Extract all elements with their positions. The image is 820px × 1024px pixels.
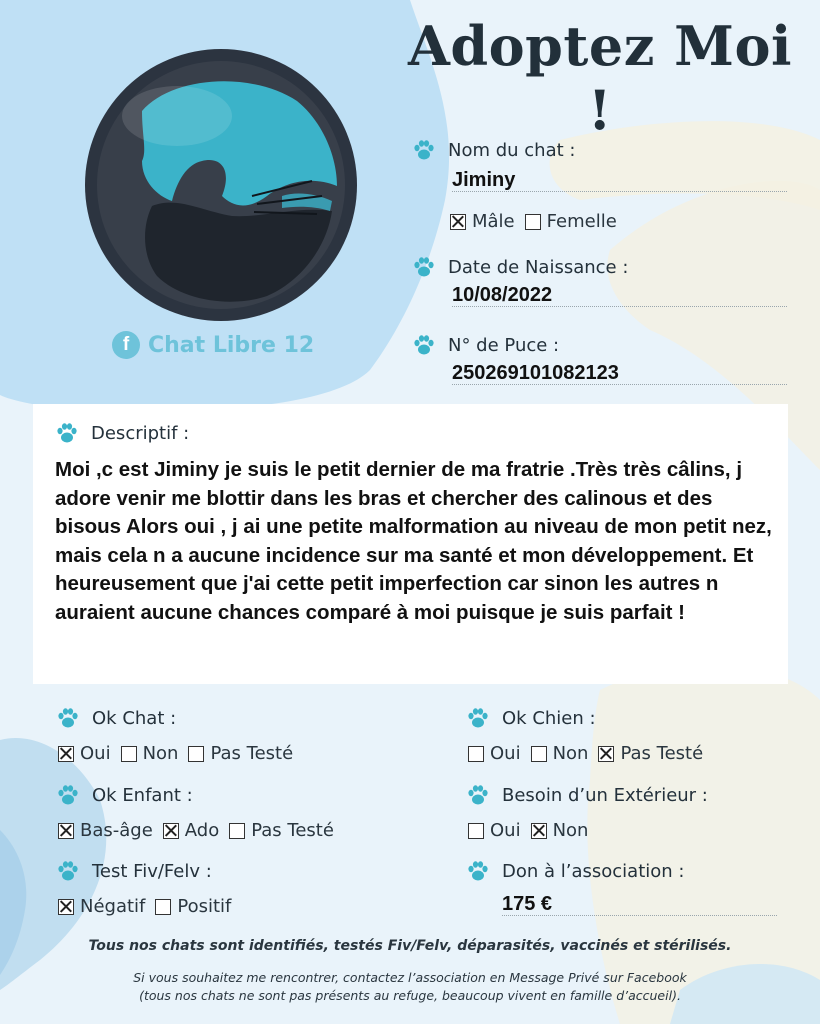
cat-logo: [82, 46, 360, 324]
cat-name-value[interactable]: Jiminy: [452, 169, 787, 192]
ok-chat-oui[interactable]: [58, 743, 111, 764]
ok-enfant-pas-teste[interactable]: [229, 820, 334, 841]
checkbox[interactable]: [531, 823, 547, 839]
ok-chat-options: [58, 743, 303, 764]
checkbox[interactable]: [58, 746, 74, 762]
paw-icon: [466, 706, 490, 730]
ok-enfant-bas-age[interactable]: [58, 820, 153, 841]
ok-chien-label: Ok Chien :: [502, 707, 596, 729]
chip-field: [412, 333, 559, 357]
paw-icon: [56, 859, 80, 883]
cat-name-label: Nom du chat :: [448, 139, 576, 161]
checkbox[interactable]: [58, 899, 74, 915]
option-label: Femelle: [546, 211, 617, 232]
brand-name: Chat Libre 12: [148, 332, 315, 358]
description-header: [55, 421, 189, 445]
test-fiv-positif[interactable]: [155, 896, 231, 917]
ok-enfant-label: Ok Enfant :: [92, 784, 193, 806]
paw-icon: [412, 138, 436, 162]
checkbox[interactable]: [598, 746, 614, 762]
ok-chien-oui[interactable]: [468, 743, 521, 764]
option-label: Bas-âge: [80, 820, 153, 841]
besoin-exterieur-label: Besoin d’un Extérieur :: [502, 784, 708, 806]
footer-note: Tous nos chats sont identifiés, testés Fiv/Felv, déparasités, vaccinés et stérilisés.: [88, 938, 732, 954]
paw-icon: [56, 783, 80, 807]
option-label: Oui: [490, 743, 521, 764]
checkbox[interactable]: [468, 823, 484, 839]
facebook-icon: f: [112, 331, 140, 359]
description-text: Moi ,c est Jiminy je suis le petit dernier de ma fratrie .Très très câlins, j adore venir me blottir dans les bras et chercher des calinous et des bisous Alors oui , j ai une petite malformation au niveau de mon petit nez, mais cela n a aucune incidence sur ma santé et mon développement. Et heureusement que j'ai cette petit imperfection car sinon les autres n auraient aucune chances comparé à moi puisque je suis parfait !: [55, 458, 772, 624]
page-title: Adoptez Moi !: [407, 14, 792, 142]
paw-icon: [412, 255, 436, 279]
facebook-brand[interactable]: [112, 330, 314, 360]
description-box: [33, 404, 788, 684]
cat-name-field: [412, 138, 575, 162]
besoin-exterieur-field: [466, 783, 708, 807]
chip-value[interactable]: 250269101082123: [452, 362, 787, 385]
paw-icon: [466, 859, 490, 883]
besoin-exterieur-options: [468, 820, 598, 841]
option-label: Pas Testé: [210, 743, 294, 764]
birth-date-label: Date de Naissance :: [448, 256, 629, 278]
paw-icon: [466, 783, 490, 807]
checkbox[interactable]: [163, 823, 179, 839]
option-label: Positif: [177, 896, 232, 917]
option-label: Mâle: [472, 211, 515, 232]
ok-chat-non[interactable]: [121, 743, 179, 764]
ok-chien-non[interactable]: [531, 743, 589, 764]
ok-chat-field: [56, 706, 176, 730]
don-label: Don à l’association :: [502, 860, 685, 882]
option-label: Non: [552, 743, 589, 764]
checkbox[interactable]: [468, 746, 484, 762]
test-fiv-label: Test Fiv/Felv :: [92, 860, 212, 882]
footer-contact-line: Si vous souhaitez me rencontrer, contactez l’association en Message Privé sur Facebook: [133, 970, 687, 985]
checkbox-female[interactable]: [525, 214, 541, 230]
checkbox[interactable]: [229, 823, 245, 839]
ok-enfant-options: [58, 820, 344, 841]
test-fiv-field: [56, 859, 212, 883]
option-label: Pas Testé: [620, 743, 704, 764]
birth-date-value[interactable]: 10/08/2022: [452, 284, 787, 307]
paw-icon: [412, 333, 436, 357]
option-label: Négatif: [80, 896, 146, 917]
paw-icon: [56, 706, 80, 730]
checkbox[interactable]: [121, 746, 137, 762]
ok-chien-field: [466, 706, 596, 730]
don-value[interactable]: 175 €: [502, 893, 777, 916]
option-label: Ado: [184, 820, 220, 841]
besoin-exterieur-non[interactable]: [531, 820, 589, 841]
ok-chat-pas-teste[interactable]: [188, 743, 293, 764]
sex-options: [450, 211, 627, 232]
checkbox[interactable]: [188, 746, 204, 762]
option-label: Non: [142, 743, 179, 764]
checkbox[interactable]: [58, 823, 74, 839]
ok-enfant-ado[interactable]: [163, 820, 219, 841]
checkbox[interactable]: [155, 899, 171, 915]
sex-option-male[interactable]: [450, 211, 515, 232]
option-label: Oui: [490, 820, 521, 841]
option-label: Non: [552, 820, 589, 841]
birth-date-field: [412, 255, 628, 279]
option-label: Oui: [80, 743, 111, 764]
description-label: Descriptif :: [91, 422, 190, 444]
test-fiv-negatif[interactable]: [58, 896, 145, 917]
ok-chien-pas-teste[interactable]: [598, 743, 703, 764]
don-field: [466, 859, 684, 883]
chip-label: N° de Puce :: [448, 334, 560, 356]
footer-contact: [60, 969, 760, 1005]
test-fiv-options: [58, 896, 241, 917]
paw-icon: [55, 421, 79, 445]
ok-chien-options: [468, 743, 713, 764]
ok-chat-label: Ok Chat :: [92, 707, 177, 729]
checkbox-male[interactable]: [450, 214, 466, 230]
footer-contact-line: (tous nos chats ne sont pas présents au refuge, beaucoup vivent en famille d’accueil).: [139, 988, 681, 1003]
sex-option-female[interactable]: [525, 211, 617, 232]
besoin-exterieur-oui[interactable]: [468, 820, 521, 841]
checkbox[interactable]: [531, 746, 547, 762]
option-label: Pas Testé: [251, 820, 334, 841]
ok-enfant-field: [56, 783, 193, 807]
